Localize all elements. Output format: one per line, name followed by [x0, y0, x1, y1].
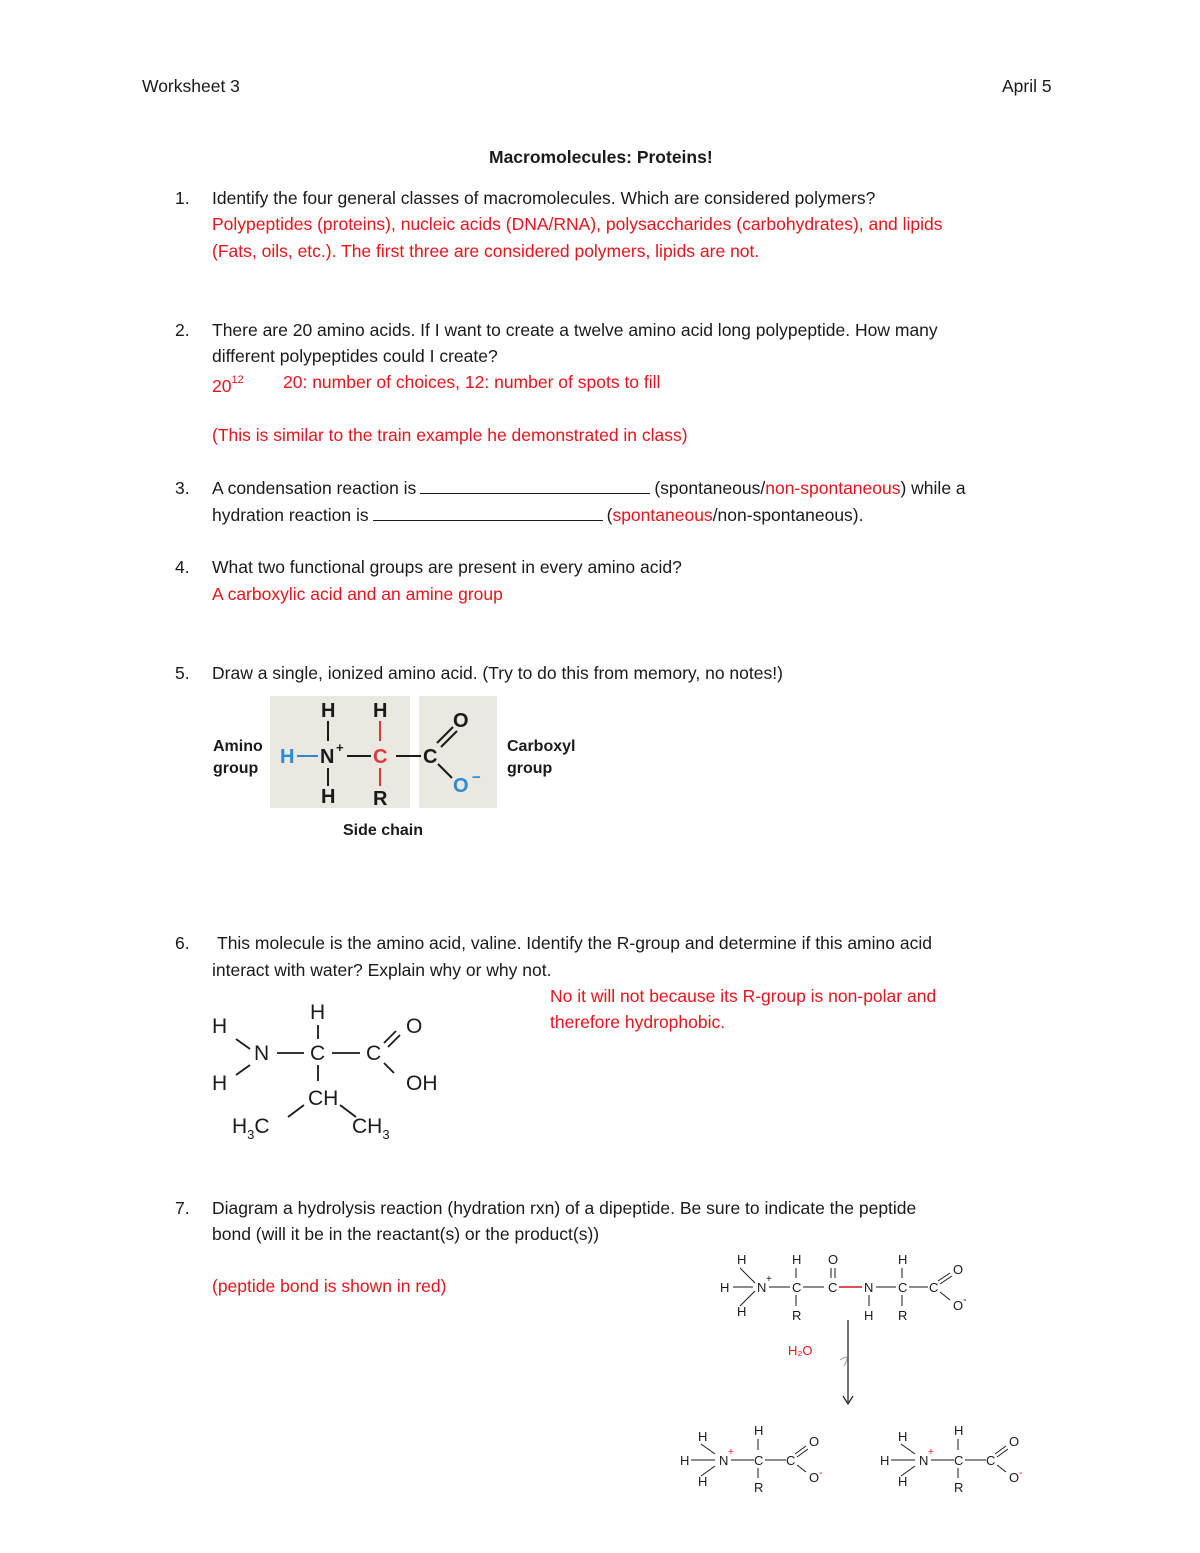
- question-6-answer-line-1: No it will not because its R-group is non-polar and: [550, 986, 937, 1006]
- charge-minus: −: [472, 769, 481, 786]
- atom-o: O: [1009, 1470, 1020, 1485]
- text-segment: hydration reaction is: [212, 505, 369, 525]
- question-3-line-2: [212, 503, 864, 527]
- charge-minus: -: [963, 1294, 967, 1306]
- amino-group-label: Amino: [213, 738, 263, 755]
- answer-base: 20: [212, 375, 232, 396]
- water-molecule-label: H₂O: [788, 1343, 813, 1358]
- atom-r: R: [954, 1480, 964, 1495]
- ionized-amino-acid-diagram: [200, 690, 620, 850]
- question-number: 1.: [175, 188, 190, 208]
- atom-c: C: [954, 1453, 964, 1468]
- atom-o: O: [406, 1015, 423, 1038]
- question-number: 3.: [175, 478, 190, 498]
- question-2-line-2: different polypeptides could I create?: [212, 346, 498, 366]
- text-segment: A condensation reaction is: [212, 478, 417, 498]
- atom-h: H: [698, 1429, 708, 1444]
- atom-h: H: [232, 1115, 248, 1138]
- atom-h: H: [212, 1015, 228, 1038]
- carboxyl-carbon: C: [423, 746, 438, 768]
- side-chain-label: Side chain: [343, 822, 424, 839]
- side-chain-ch: CH: [308, 1087, 339, 1110]
- atom-o: O: [809, 1434, 820, 1449]
- atom-h: H: [898, 1474, 908, 1489]
- atom-h: H: [280, 746, 295, 768]
- question-2-line-1: There are 20 amino acids. If I want to create a twelve amino acid long polypeptide. How many: [212, 320, 938, 340]
- text-segment: (: [606, 505, 613, 525]
- atom-ch: CH: [352, 1115, 383, 1138]
- atom-n: N: [757, 1280, 767, 1295]
- valine-structure-diagram: [200, 995, 480, 1150]
- atom-h: H: [373, 700, 388, 722]
- atom-o: O: [953, 1262, 964, 1277]
- question-7-line-1: Diagram a hydrolysis reaction (hydration rxn) of a dipeptide. Be sure to indicate the peptide: [212, 1198, 917, 1218]
- question-1-text: Identify the four general classes of macromolecules. Which are considered polymers?: [212, 188, 876, 208]
- question-7-line-2: bond (will it be in the reactant(s) or the product(s)): [212, 1224, 600, 1244]
- dipeptide-reactant: [720, 1252, 967, 1323]
- bond: [288, 1105, 304, 1117]
- question-4-answer: A carboxylic acid and an amine group: [212, 584, 503, 604]
- atom-n: N: [864, 1280, 874, 1295]
- atom-h: H: [754, 1423, 764, 1438]
- subscript: 3: [247, 1127, 255, 1142]
- atom-o: O: [828, 1252, 839, 1267]
- water-input-arrow: [840, 1357, 847, 1366]
- charge-plus: +: [766, 1274, 772, 1285]
- question-number: 4.: [175, 557, 190, 577]
- atom-c: C: [754, 1453, 764, 1468]
- atom-o-negative: O: [453, 775, 469, 797]
- text-segment: ) while a: [900, 478, 966, 498]
- question-1-answer-line-1: Polypeptides (proteins), nucleic acids (DNA/RNA), polysaccharides (carbohydrates), and lipids: [212, 214, 943, 234]
- question-number: 6.: [175, 933, 190, 953]
- charge-plus: +: [336, 740, 344, 755]
- question-2-answer-note: 20: number of choices, 12: number of spots to fill: [283, 372, 661, 392]
- carboxyl-group-label: Carboxyl: [507, 738, 576, 755]
- question-2-answer-power: [212, 370, 244, 398]
- atom-h: H: [720, 1280, 730, 1295]
- fill-in-blank[interactable]: [373, 506, 603, 521]
- atom-c: C: [254, 1115, 270, 1138]
- atom-h: H: [880, 1453, 890, 1468]
- page-title: Macromolecules: Proteins!: [489, 147, 713, 167]
- atom-o: O: [1009, 1434, 1020, 1449]
- atom-o: O: [453, 710, 469, 732]
- question-7-answer: (peptide bond is shown in red): [212, 1276, 447, 1296]
- atom-r: R: [898, 1308, 908, 1323]
- question-number: 5.: [175, 663, 190, 683]
- atom-o: O: [809, 1470, 820, 1485]
- atom-c: C: [828, 1280, 838, 1295]
- bond: [236, 1065, 250, 1075]
- question-4-text: What two functional groups are present in every amino acid?: [212, 557, 682, 577]
- hydroxyl-group: OH: [406, 1072, 438, 1095]
- atom-h: H: [321, 700, 336, 722]
- atom-h: H: [698, 1474, 708, 1489]
- highlighted-answer: spontaneous: [612, 505, 713, 525]
- atom-n: N: [719, 1453, 729, 1468]
- question-number: 7.: [175, 1198, 190, 1218]
- atom-h: H: [310, 1001, 326, 1024]
- alpha-carbon: C: [373, 746, 388, 768]
- atom-c: C: [929, 1280, 939, 1295]
- charge-plus: +: [928, 1447, 934, 1458]
- subscript: 3: [382, 1127, 390, 1142]
- header-right: April 5: [1002, 76, 1052, 96]
- atom-c: C: [898, 1280, 908, 1295]
- question-6-answer-line-2: therefore hydrophobic.: [550, 1012, 726, 1032]
- question-2-answer-class: (This is similar to the train example he demonstrated in class): [212, 425, 688, 445]
- answer-exponent: 12: [231, 374, 244, 386]
- atom-c: C: [792, 1280, 802, 1295]
- atom-h: H: [864, 1308, 874, 1323]
- carboxyl-carbon: C: [366, 1042, 382, 1065]
- atom-n: N: [254, 1042, 270, 1065]
- header-left: Worksheet 3: [142, 76, 240, 96]
- atom-c: C: [986, 1453, 996, 1468]
- text-segment: /non-spontaneous).: [712, 505, 864, 525]
- atom-h: H: [954, 1423, 964, 1438]
- bond: [384, 1063, 394, 1073]
- atom-h: H: [737, 1304, 747, 1319]
- atom-h: H: [898, 1429, 908, 1444]
- question-5-text: Draw a single, ionized amino acid. (Try to do this from memory, no notes!): [212, 663, 783, 683]
- charge-minus: -: [819, 1467, 823, 1479]
- question-1-answer-line-2: (Fats, oils, etc.). The first three are considered polymers, lipids are not.: [212, 241, 760, 261]
- amino-acid-product-1: [680, 1423, 823, 1495]
- atom-r: R: [373, 788, 388, 810]
- question-3-line-1: [212, 476, 966, 500]
- methyl-group: [232, 1115, 270, 1142]
- fill-in-blank[interactable]: [420, 479, 650, 494]
- dipeptide-hydrolysis-diagram: [640, 1240, 1040, 1500]
- charge-plus: +: [728, 1447, 734, 1458]
- highlighted-answer: non-spontaneous: [765, 478, 901, 498]
- atom-n: N: [919, 1453, 929, 1468]
- alpha-carbon: C: [310, 1042, 326, 1065]
- charge-minus: -: [1019, 1467, 1023, 1479]
- atom-n: N: [320, 746, 335, 768]
- atom-c: C: [786, 1453, 796, 1468]
- atom-h: H: [321, 786, 336, 808]
- amino-group-label: group: [213, 760, 259, 777]
- text-segment: (spontaneous/: [654, 478, 766, 498]
- atom-h: H: [737, 1252, 747, 1267]
- methyl-group: [352, 1115, 390, 1142]
- question-6-line-2: interact with water? Explain why or why not.: [212, 960, 552, 980]
- question-number: 2.: [175, 320, 190, 340]
- bond: [236, 1039, 250, 1049]
- atom-r: R: [792, 1308, 802, 1323]
- atom-h: H: [792, 1252, 802, 1267]
- atom-h: H: [680, 1453, 690, 1468]
- question-6-line-1: This molecule is the amino acid, valine. Identify the R-group and determine if this amino acid: [217, 933, 932, 953]
- atom-o: O: [953, 1298, 964, 1313]
- amino-acid-product-2: [880, 1423, 1023, 1495]
- atom-r: R: [754, 1480, 764, 1495]
- atom-h: H: [898, 1252, 908, 1267]
- carboxyl-group-label: group: [507, 760, 553, 777]
- atom-h: H: [212, 1072, 228, 1095]
